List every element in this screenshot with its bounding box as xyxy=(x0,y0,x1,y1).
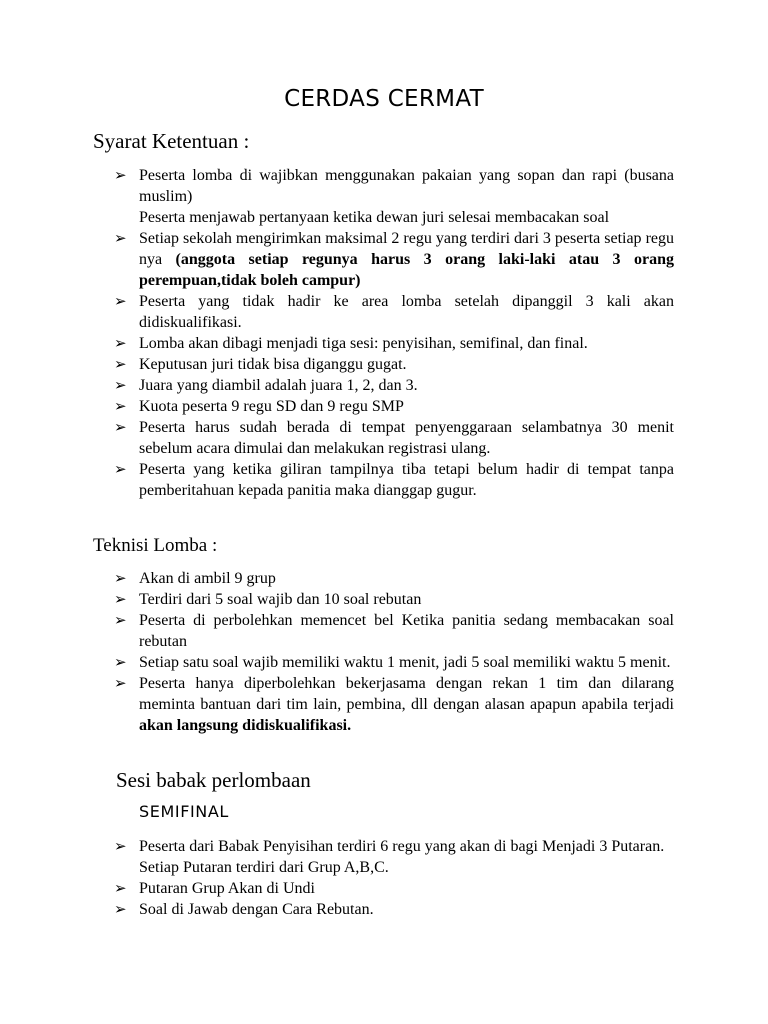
teknisi-list xyxy=(112,568,674,736)
list-item: ➢ Setiap satu soal wajib memiliki waktu 1 menit, jadi 5 soal memiliki waktu 5 menit. xyxy=(114,653,671,671)
list-item: ➢ Peserta yang tidak hadir ke area lomba setelah dipanggil 3 kali akan didiskualifikasi. xyxy=(114,292,674,331)
teknisi-heading: Teknisi Lomba : xyxy=(93,535,218,556)
arrow-bullet-icon: ➢ xyxy=(114,900,127,918)
semifinal-subheading: SEMIFINAL xyxy=(139,802,229,821)
syarat-heading: Syarat Ketentuan : xyxy=(93,129,250,153)
arrow-bullet-icon: ➢ xyxy=(114,292,127,310)
list-item: ➢ Juara yang diambil adalah juara 1, 2, dan 3. xyxy=(114,376,418,394)
syarat-list xyxy=(112,165,674,501)
sesi-list xyxy=(112,836,674,920)
list-item: ➢ Peserta yang ketika giliran tampilnya tiba tetapi belum hadir di tempat tanpa pemberitahuan kepada panitia maka dianggap gugur. xyxy=(114,460,674,499)
list-item: ➢ Peserta lomba di wajibkan menggunakan pakaian yang sopan dan rapi (busana muslim) xyxy=(114,166,674,205)
list-item: ➢ Peserta dari Babak Penyisihan terdiri 6 regu yang akan di bagi Menjadi 3 Putaran. Setiap Putaran terdiri dari Grup A,B,C. xyxy=(114,837,665,876)
arrow-bullet-icon: ➢ xyxy=(114,674,127,692)
list-item: ➢ Lomba akan dibagi menjadi tiga sesi: penyisihan, semifinal, dan final. xyxy=(114,334,588,352)
arrow-bullet-icon: ➢ xyxy=(114,166,127,184)
list-item: ➢ Peserta harus sudah berada di tempat penyenggaraan selambatnya 30 menit sebelum acara dimulai dan melakukan registrasi ulang. xyxy=(114,418,674,457)
list-item: ➢ Putaran Grup Akan di Undi xyxy=(114,879,315,897)
document-title: CERDAS CERMAT xyxy=(284,86,484,112)
list-item: ➢ Soal di Jawab dengan Cara Rebutan. xyxy=(114,900,374,918)
list-item: ➢ Peserta di perbolehkan memencet bel Ketika panitia sedang membacakan soal rebutan xyxy=(114,611,674,650)
list-item-continuation: Peserta menjawab pertanyaan ketika dewan juri selesai membacakan soal xyxy=(139,209,610,226)
arrow-bullet-icon: ➢ xyxy=(114,460,127,478)
arrow-bullet-icon: ➢ xyxy=(114,653,127,671)
list-item: ➢ Akan di ambil 9 grup xyxy=(114,569,276,587)
arrow-bullet-icon: ➢ xyxy=(114,590,127,608)
list-item: ➢ Keputusan juri tidak bisa diganggu gugat. xyxy=(114,355,407,373)
arrow-bullet-icon: ➢ xyxy=(114,611,127,629)
arrow-bullet-icon: ➢ xyxy=(114,376,127,394)
list-item: ➢ Terdiri dari 5 soal wajib dan 10 soal rebutan xyxy=(114,590,422,608)
arrow-bullet-icon: ➢ xyxy=(114,837,127,855)
list-item: ➢ Peserta hanya diperbolehkan bekerjasama dengan rekan 1 tim dan dilarang meminta bantuan dari tim lain, pembina, dll dengan alasan apapun apabila terjadi akan langsung didiskualifikasi. xyxy=(114,674,674,734)
bold-emphasis: akan langsung didiskualifikasi. xyxy=(139,717,352,734)
arrow-bullet-icon: ➢ xyxy=(114,418,127,436)
arrow-bullet-icon: ➢ xyxy=(114,334,127,352)
bold-emphasis: (anggota setiap regunya harus 3 orang laki-laki atau 3 orang perempuan,tidak boleh campur) xyxy=(139,251,674,289)
arrow-bullet-icon: ➢ xyxy=(114,229,127,247)
arrow-bullet-icon: ➢ xyxy=(114,355,127,373)
arrow-bullet-icon: ➢ xyxy=(114,879,127,897)
arrow-bullet-icon: ➢ xyxy=(114,397,127,415)
list-item: ➢ Setiap sekolah mengirimkan maksimal 2 regu yang terdiri dari 3 peserta setiap regu nya (anggota setiap regunya harus 3 orang laki-laki atau 3 orang perempuan,tidak boleh campur) xyxy=(114,229,674,289)
list-item: ➢ Kuota peserta 9 regu SD dan 9 regu SMP xyxy=(114,397,404,415)
sesi-heading: Sesi babak perlombaan xyxy=(116,768,311,792)
arrow-bullet-icon: ➢ xyxy=(114,569,127,587)
